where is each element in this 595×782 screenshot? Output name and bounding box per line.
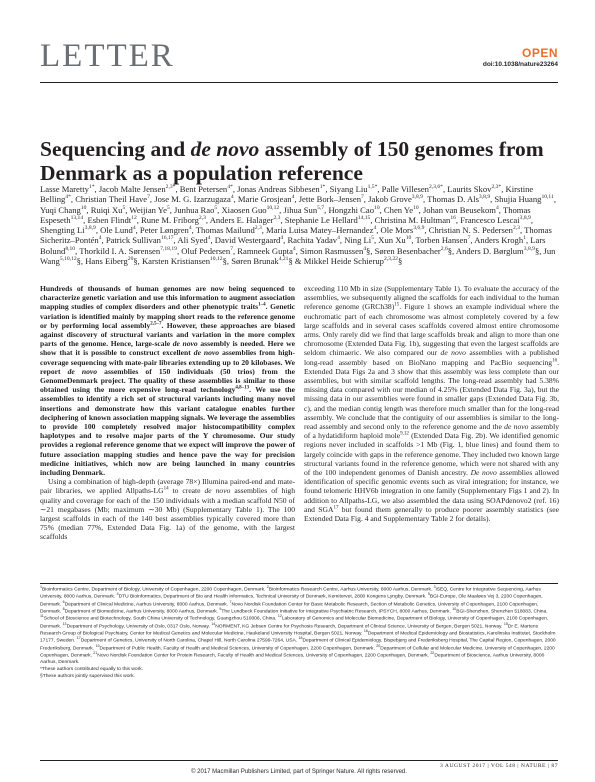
- body-paragraph: Using a combination of high-depth (average 78×) Illumina paired-end and mate-pair libraries, we applied Allpaths-LG$^{14}$ to create de novo assemblies of high quality and coverage for each of the 150 individuals with a median scaffold N50 of ∼21 megabases (Mb; maximum ∼30 Mb) (Supplementary Table 1). The 100 largest scaffolds in each of the 140 best assemblies typically covered more than 75% (median 77%, Extended Data Fig. 1a) of the genome, with the largest scaffolds: [40, 477, 295, 542]
- open-access-badge: OPEN: [521, 46, 558, 60]
- issue-info: 3 AUGUST 2017 | VOL 548 | NATURE | 87: [440, 763, 558, 769]
- header-divider: [40, 82, 558, 83]
- copyright-notice: © 2017 Macmillan Publishers Limited, part of Springer Nature. All rights reserved.: [191, 769, 407, 775]
- body-column-left: [40, 284, 295, 542]
- footer-divider: [40, 760, 558, 761]
- footnote-divider: [40, 583, 558, 584]
- abstract: Hundreds of thousands of human genomes are now being sequenced to characterize genetic variation and use this information to augment association mapping studies of complex disorders and other phenotypic traits$^{1-4}$. Genetic variation is identified mainly by mapping short reads to the reference genome or by performing local assembly$^{2,5-7}$. However, these approaches are biased against discovery of structural variants and variation in the more complex parts of the genome. Hence, large-scale de novo assembly is needed. Here we show that it is possible to construct excellent de novo assemblies from high-coverage sequencing with mate-pair libraries extending up to 20 kilobases. We report de novo assemblies of 150 individuals (50 trios) from the GenomeDenmark project. The quality of these assemblies is similar to those obtained using the more expensive long-read technology$^{4,8-13}$. We use the assemblies to identify a rich set of structural variants including many novel insertions and demonstrate how this variant catalogue enables further deciphering of known association mapping signals. We leverage the assemblies to provide 100 completely resolved major histocompatibility complex haplotypes and to resolve major parts of the Y chromosome. Our study provides a regional reference genome that we expect will improve the power of future association mapping studies and hence pave the way for precision medicine initiatives, which now are being launched in many countries including Denmark.: [40, 284, 296, 478]
- article-title: Sequencing and de novo assembly of 150 genomes from Denmark as a population reference: [40, 137, 544, 185]
- body-column-right: [304, 284, 559, 523]
- affiliations: [40, 587, 558, 680]
- author-list: Lasse Maretty$^{1*}$, Jacob Malte Jensen$^{2,3*}$, Bent Petersen$^{4*}$, Jonas Andreas Sibbesen$^{1*}$, Siyang Liu$^{1,5*}$, Palle Villesen$^{2,3,6*}$, Laurits Skov$^{2,3*}$, Kirstine Belling$^{4*}$, Christian Theil Have$^7$, Jose M. G. Izarzugaza$^4$, Marie Grosjean$^4$, Jette Bork–Jensen$^7$, Jakob Grove$^{3,8,9}$, Thomas D. Als$^{3,8,9}$, Shujia Huang$^{10,11}$, Yuqi Chang$^{10}$, Ruiqi Xu$^5$, Weijian Ye$^5$, Junhua Rao$^5$, Xiaosen Guo$^{10,12}$, Jihua Sun$^{5,7}$, Hongzhi Cao$^{10}$, Chen Ye$^{10}$, Johan van Beusekom$^4$, Thomas Espeseth$^{13,14}$, Esben Flindt$^{12}$, Rune M. Friborg$^{2,3}$, Anders E. Halager$^{2,3}$, Stephanie Le Hellard$^{14,15}$, Christina M. Hultman$^{16}$, Francesco Lescai$^{3,8,9}$, Shengting Li$^{3,8,9}$, Ole Lund$^4$, Peter Løngren$^4$, Thomas Mailund$^{2,3}$, Maria Luisa Matey–Hernandez$^4$, Ole Mors$^{3,6,9}$, Christian N. S. Pedersen$^{2,3}$, Thomas Sicheritz–Pontén$^4$, Patrick Sullivan$^{16,17}$, Ali Syed$^4$, David Westergaard$^4$, Rachita Yadav$^4$, Ning Li$^5$, Xun Xu$^{10}$, Torben Hansen$^7$, Anders Krogh$^1$, Lars Bolund$^{8,10}$, Thorkild I. A. Sørensen$^{7,18,19}$, Oluf Pedersen$^7$, Ramneek Gupta$^4$, Simon Rasmussen$^4$§, Søren Besenbacher$^{2,6}$§, Anders D. Børglum$^{3,8,9}$§, Jun Wang$^{5,10,12}$§, Hans Eiberg$^{20}$§, Karsten Kristiansen$^{10,12}$§, Søren Brunak$^{4,21}$§ & Mikkel Heide Schierup$^{2,3,22}$§: [40, 184, 556, 267]
- joint-supervision-note: §These authors jointly supervised this work.: [40, 673, 135, 679]
- equal-contribution-note: *These authors contributed equally to this work.: [40, 666, 144, 672]
- section-label: LETTER: [40, 38, 175, 74]
- doi-link[interactable]: doi:10.1038/nature23264: [482, 61, 558, 68]
- journal-header: [40, 30, 558, 88]
- affiliation-list: $^1$Bioinformatics Centre, Department of Biology, University of Copenhagen, 2200 Copenhagen, Denmark. $^2$Bioinformatics Research Centre, Aarhus University, 8000 Aarhus, Denmark. $^3$iSEQ, Centre for Integrative Sequencing, Aarhus University, 8000 Aarhus, Denmark. $^4$DTU Bioinformatics, Department of Bio and Health Informatics, Technical University of Denmark, Kemitorvet, 2800 Kongens Lyngby, Denmark. $^5$BGI-Europe, Ole Maaløes Vej 3, 2200 Copenhagen, Denmark. $^6$Department of Clinical Medicine, Aarhus University, 8000 Aarhus, Denmark. $^7$Novo Nordisk Foundation Center for Basic Metabolic Research, Section of Metabolic Genetics, University of Copenhagen, 2100 Copenhagen, Denmark. $^8$Department of Biomedicine, Aarhus University, 8000 Aarhus, Denmark. $^9$The Lundbeck Foundation Initiative for Integrative Psychiatric Research, iPSYCH, 8000 Aarhus, Denmark. $^{10}$BGI-Shenzhen, Shenzhen 518083, China. $^{11}$School of Bioscience and Biotechnology, South China University of Technology, Guangzhou 510006, China. $^{12}$Laboratory of Genomics and Molecular Biomedicine, Department of Biology, University of Copenhagen, 2100 Copenhagen, Denmark. $^{13}$Department of Psychology, University of Oslo, 0317 Oslo, Norway. $^{14}$NORMENT, KG Jebsen Centre for Psychosis Research, Department of Clinical Science, University of Bergen, Bergen 5021, Norway. $^{15}$Dr E. Martens Research Group of Biological Psychiatry, Center for Medical Genetics and Molecular Medicine, Haukeland University Hospital, Bergen 5021, Norway. $^{16}$Department of Medical Epidemiology and Biostatistics, Karolinska Institutet, Stockholm 17177, Sweden. $^{17}$Department of Genetics, University of North Carolina, Chapel Hill, North Carolina 27599-7264, USA. $^{18}$Department of Clinical Epidemiology, Bispebjerg and Frederiksberg Hospital, The Capital Region, Copenhagen, 2000 Frederiksberg, Denmark. $^{19}$Department of Public Health, Faculty of Health and Medical Sciences, University of Copenhagen, 2200 Copenhagen, Denmark. $^{20}$Department of Cellular and Molecular Medicine, University of Copenhagen, 2200 Copenhagen, Denmark. $^{21}$Novo Nordisk Foundation Center for Protein Research, Faculty of Health and Medical Sciences, University of Copenhagen, 2200 Copenhagen, Denmark. $^{22}$Department of Bioscience, Aarhus University, 8000 Aarhus, Denmark.: [40, 585, 556, 666]
- body-paragraph: exceeding 110 Mb in size (Supplementary Table 1). To evaluate the accuracy of the assemblies, we subsequently aligned the scaffolds for each individual to the human reference genome (GRCh38)$^{15}$. Figure 1 shows an example individual where the euchromatic part of each chromosome was almost completely covered by a few large scaffolds and in several cases scaffolds covered almost entire chromosome arms. Only rarely did we find that large scaffolds break and align to more than one chromosome (Extended Data Fig. 1b), suggesting that even the largest scaffolds are seldom chimaeric. We also compared our de novo assemblies with a published long-read assembly based on BioNano mapping and PacBio sequencing$^{16}$. Extended Data Figs 2a and 3 show that this assembly was less complete than our assemblies, but with similar scaffold lengths. The long-read assembly had 5.38% missing data compared with our median of 4.25% (Extended Data Fig. 3a), but the missing data in our assemblies were found in smaller gaps (Extended Data Fig. 3b, c), and the median contig length was therefore much smaller than for the long-read assembly. We conclude that the contiguity of our assemblies is similar to the long-read assembly and second only to the reference genome and the de novo assembly of a hydatidiform haploid mole$^{9,12}$ (Extended Data Fig. 2b). We identified genomic regions never included in scaffolds >1 Mb (Fig. 1, blue lines) and found them to largely coincide with gaps in the reference genome. They included two known large structural variants found in the reference genome, which were not shared with any of the 100 independent genomes of Danish ancestry. De novo assemblies allowed identification of specific genomic events such as viral integration; for instance, we found telomeric HHV6b integration in one family (Supplementary Figs 1 and 2). In addition to Allpaths-LG, we also assembled the data using SOAPdenovo2 (ref. 16) and SGA$^{17}$ but found them generally to produce poorer assembly statistics (see Extended Data Fig. 4 and Supplementary Table 2 for details).: [304, 284, 560, 524]
